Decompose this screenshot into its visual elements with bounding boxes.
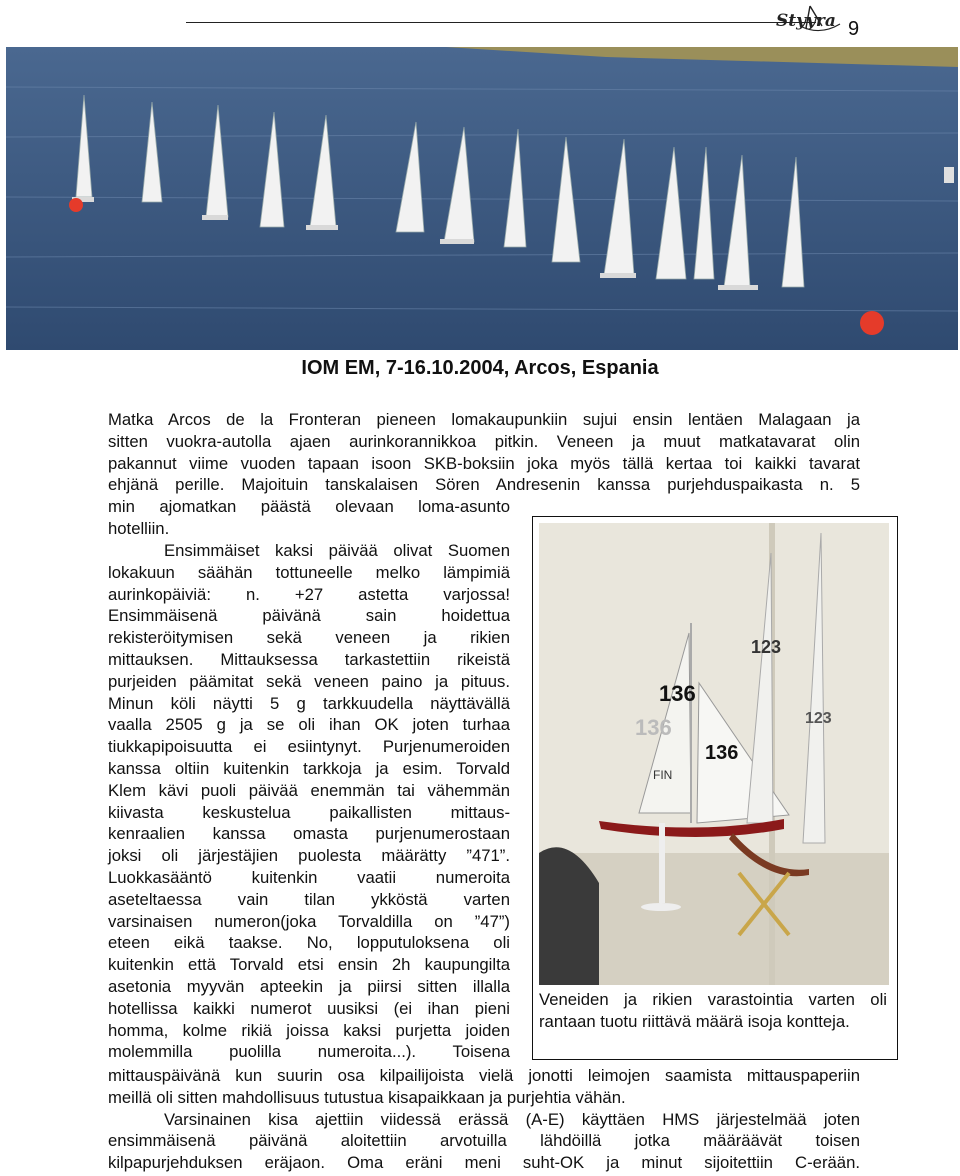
text-line: sitten vuokra-autolla ajaen aurinkorannikkoa pitkin. Veneen ja muut matkatavarat olin xyxy=(108,431,860,451)
boat-storage-figure xyxy=(532,516,898,1060)
text-line: mittauksen. Mittauksessa tarkastettiin rikeistä xyxy=(108,649,510,669)
figure-caption: Veneiden ja rikien varastointia varten oli rantaan tuotu riittävä määrä isoja kontteja. xyxy=(539,990,887,1031)
boat-storage-photo xyxy=(539,523,889,985)
text-line: lokakuun säähän tottuneelle melko lämpimiä xyxy=(108,562,510,582)
text-line: min ajomatkan päästä olevaan loma-asunto xyxy=(108,497,510,517)
text-line: kiivasta keskustelua paikallisten mittaus- xyxy=(108,802,510,822)
text-line: rekisteröitymisen sekä veneen ja rikien xyxy=(108,628,510,648)
sailboat-race-photo xyxy=(6,47,958,350)
text-line: Klem kävi puoli päivää enemmän tai vähemmän xyxy=(108,780,510,800)
text-line: purjeiden päämitat sekä veneen paino ja pituus. xyxy=(108,671,510,691)
text-line: aurinkopäiviä: n. +27 astetta varjossa! xyxy=(108,584,510,604)
sail-country: FIN xyxy=(653,768,673,782)
paragraph-3 xyxy=(108,1065,860,1174)
text-line: mittauspäivänä kun suurin osa kilpailijoista vielä jonotti leimojen saamista mittauspaperiin xyxy=(108,1066,860,1085)
text-line: hotelliin. xyxy=(108,518,170,538)
text-line: ensimmäisenä päivänä aloitettiin arvotuilla lähdöillä jotka määräävät toisen xyxy=(108,1131,860,1151)
text-line: Luokkasääntö kuitenkin vaatii numeroita xyxy=(108,867,510,887)
text-line: Matka Arcos de la Fronteran pieneen lomakaupunkiin sujui ensin lentäen Malagaan ja xyxy=(108,410,860,429)
paragraph-2 xyxy=(108,540,510,1063)
sail-number-jib: 136 xyxy=(705,742,739,764)
sail-number-mirror: 136 xyxy=(635,715,672,740)
text-line: molemmilla puolilla numeroita...). Toisena xyxy=(108,1042,510,1062)
sail-number-2: 123 xyxy=(751,637,782,657)
text-line: joksi oli järjestäjien puolesta määrätty ”471”. xyxy=(108,846,510,866)
text-line: Minun köli näytti 5 g tarkkuudella näyttävällä xyxy=(108,693,510,713)
logo-text: Styyra xyxy=(776,11,836,31)
text-line: tiukkapipoisuutta ei esiintynyt. Purjenumeroiden xyxy=(108,737,510,757)
text-line: Ensimmäisenä päivänä sain hoidettua xyxy=(108,606,510,626)
article-title: IOM EM, 7-16.10.2004, Arcos, Espania xyxy=(301,357,659,379)
text-line: meillä oli sitten mahdollisuus tutustua kisapaikkaan ja purjehtia vähän. xyxy=(108,1087,626,1107)
text-line: varsinaisen numeron(joka Torvaldilla on ”47”) xyxy=(108,911,510,931)
text-line: kilpapurjehduksen eräjaon. Oma eräni meni suht-OK ja minut sijoitettiin C-erään. xyxy=(108,1153,860,1173)
text-line: asetonia myyvän apteekin ja piirsi sitten illalla xyxy=(108,976,510,996)
text-line: vaalla 2505 g ja se oli ihan OK joten turhaa xyxy=(108,715,510,735)
text-line: aseteltaessa vain tilan ykköstä varten xyxy=(108,889,510,909)
text-line: hotellissa kaikki numerot uusiksi (ei ihan pieni xyxy=(108,998,510,1018)
text-line: Varsinainen kisa ajettiin viidessä erässä (A-E) käyttäen HMS järjestelmää joten xyxy=(164,1109,860,1129)
text-line: kuitenkin että Torvald etsi ensin 2h kaupungilta xyxy=(108,955,510,975)
header-rule xyxy=(186,22,816,23)
text-line: kanssa oltiin kuitenkin tarkkoja ja esim. Torvald xyxy=(108,758,510,778)
sail-number-3: 123 xyxy=(805,710,832,727)
sail-number-1: 136 xyxy=(659,681,696,706)
styyra-logo xyxy=(770,2,844,38)
text-line: pakannut viime vuoden tapaan isoon SKB-boksiin joka myös tällä kertaa toi kaikki tavarat xyxy=(108,453,860,473)
text-line: ehjänä perille. Majoituin tanskalaisen Sören Andresenin kanssa purjehduspaikasta n. 5 xyxy=(108,475,860,495)
page-number: 9 xyxy=(848,18,860,40)
text-line: Ensimmäiset kaksi päivää olivat Suomen xyxy=(164,541,510,560)
text-line: homma, kolme rikiä joissa kaksi purjetta joiden xyxy=(108,1020,510,1040)
text-line: kenraalien kanssa omasta purjenumerostaan xyxy=(108,824,510,844)
text-line: eteen eikä taakse. No, lopputuloksena oli xyxy=(108,933,510,953)
